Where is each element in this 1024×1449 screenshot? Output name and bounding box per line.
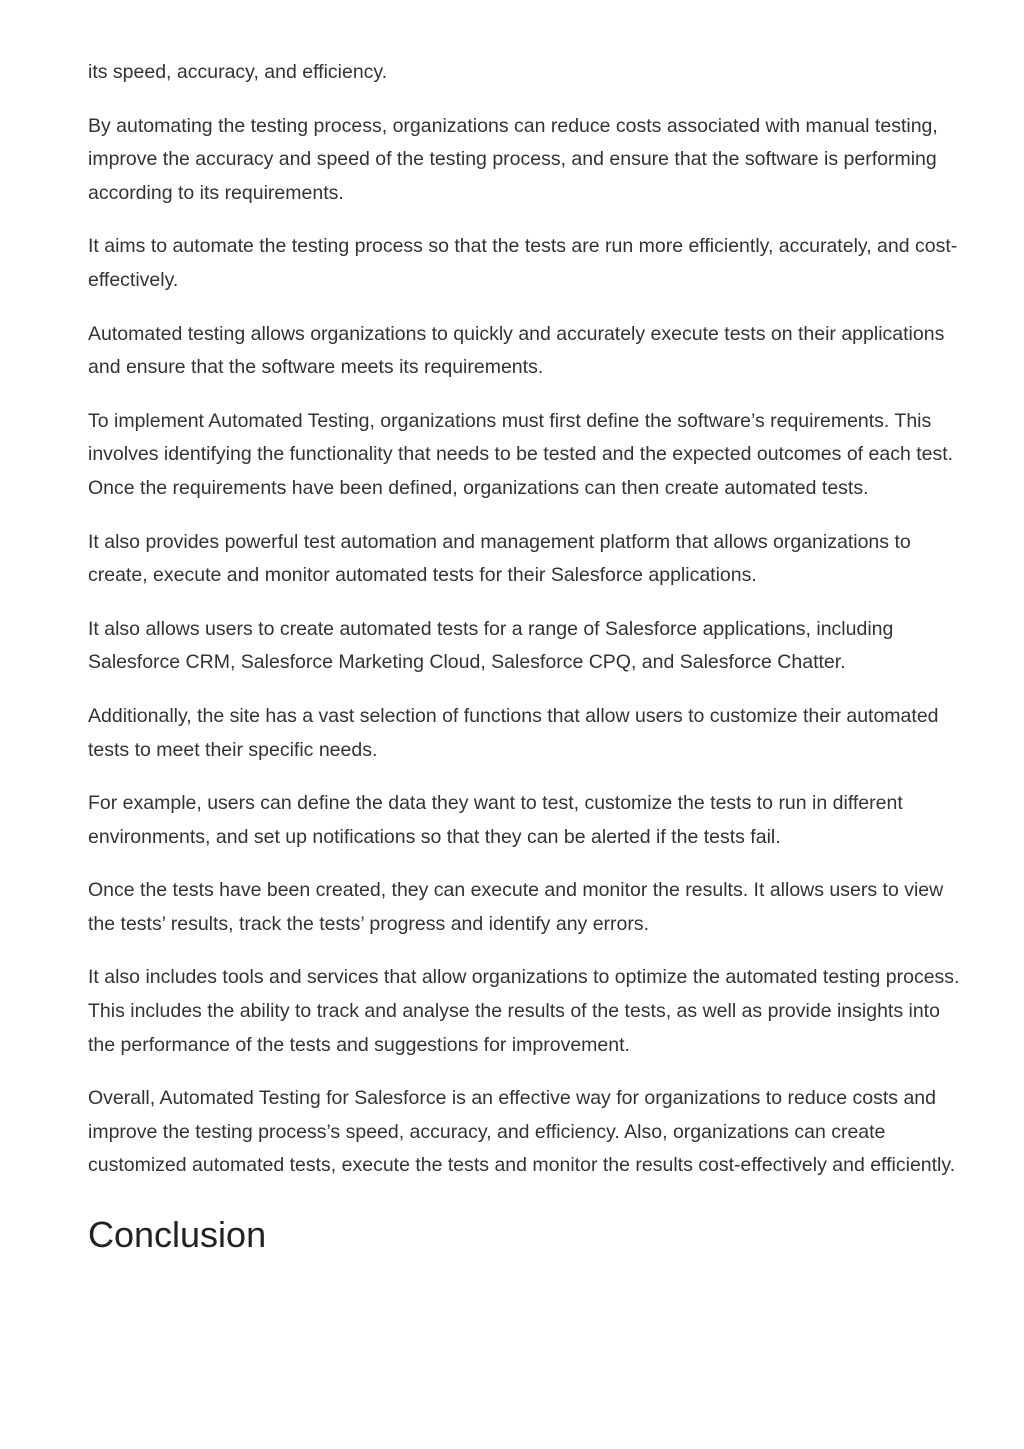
paragraph-aims: It aims to automate the testing process so that the tests are run more efficiently, accurately, and cost-effectively. — [88, 235, 958, 291]
paragraph-automated-testing: Automated testing allows organizations to quickly and accurately execute tests on their applications and ensure that the software meets its requirements. — [88, 322, 945, 379]
article-body — [88, 56, 968, 1257]
paragraph-implement: To implement Automated Testing, organizations must first define the software’s requirements. This involves identifying the functionality that needs to be tested and the expected outcomes of each test. Once the requirements have been defined, organizations can then create automated tests. — [88, 409, 954, 499]
paragraph-example: For example, users can define the data they want to test, customize the tests to run in different environments, and set up notifications so that they can be alerted if the tests fail. — [88, 792, 903, 848]
paragraph-salesforce-apps: It also allows users to create automated tests for a range of Salesforce applications, including Salesforce CRM, Salesforce Marketing Cloud, Salesforce CPQ, and Salesforce Chatter. — [88, 617, 894, 674]
paragraph-automating-process: By automating the testing process, organizations can reduce costs associated with manual testing, improve the accuracy and speed of the testing process, and ensure that the software is performing according to its requirements. — [88, 114, 938, 204]
paragraph-speed-accuracy: its speed, accuracy, and efficiency. — [88, 61, 388, 83]
conclusion-heading: Conclusion — [88, 1214, 267, 1256]
paragraph-overall: Overall, Automated Testing for Salesforce is an effective way for organizations to reduce costs and improve the testing process’s speed, accuracy, and efficiency. Also, organizations can create customized automated tests, execute the tests and monitor the results cost-effectively and efficiently. — [88, 1087, 956, 1177]
paragraph-functions: Additionally, the site has a vast selection of functions that allow users to customize their automated tests to meet their specific needs. — [88, 704, 939, 761]
paragraph-tools-services: It also includes tools and services that allow organizations to optimize the automated testing process. This includes the ability to track and analyse the results of the tests, as well as provide insights into the performance of the tests and suggestions for improvement. — [88, 966, 960, 1056]
paragraph-execute-monitor: Once the tests have been created, they can execute and monitor the results. It allows users to view the tests’ results, track the tests’ progress and identify any errors. — [88, 879, 944, 935]
paragraph-platform: It also provides powerful test automation and management platform that allows organizations to create, execute and monitor automated tests for their Salesforce applications. — [88, 530, 911, 587]
